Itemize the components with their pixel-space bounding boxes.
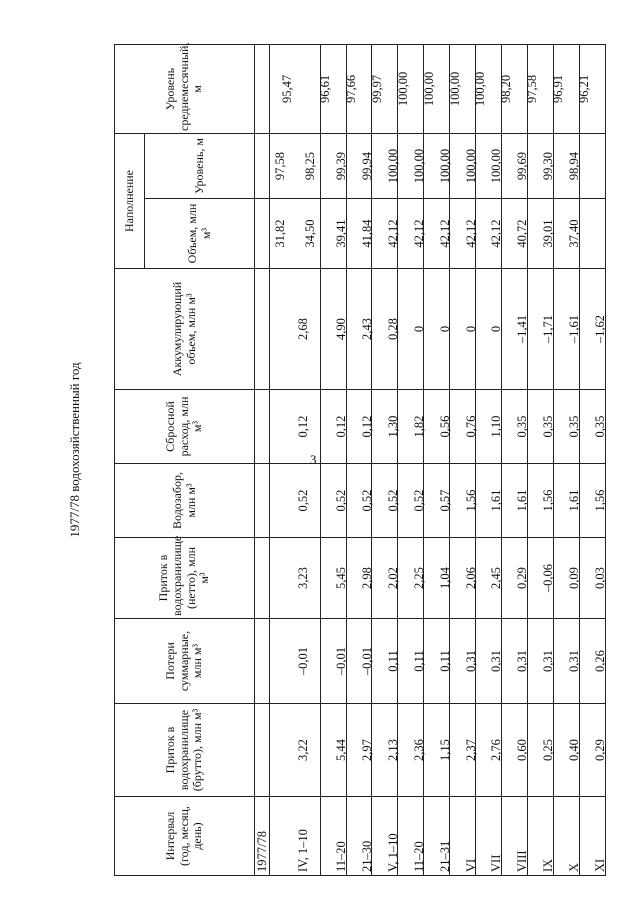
cell-discharge: [372, 390, 398, 464]
cell-inflow-net: [320, 538, 346, 619]
cell-inflow-net: [424, 538, 450, 619]
cell-inflow-gross: [346, 704, 372, 797]
accumulating-value: –1,41: [515, 314, 530, 344]
discharge-value: 1,30: [385, 415, 400, 438]
losses-value: 0,11: [437, 650, 452, 672]
cell-accumulating: [424, 269, 450, 390]
cell-monthly-level: [447, 44, 476, 133]
page-number: 3: [310, 452, 317, 467]
cell-discharge: [476, 390, 502, 464]
level-start-value: 97,58: [272, 151, 287, 181]
cell-discharge: [270, 390, 320, 464]
inflow-gross-value: 0,40: [567, 739, 582, 761]
level-end-value: 99,30: [541, 151, 556, 181]
inflow-net-value: 2,25: [411, 567, 426, 589]
accumulating-value: 0,28: [385, 318, 400, 340]
cell-discharge: [424, 390, 450, 464]
level-end-value: 99,69: [515, 151, 530, 181]
header-volume: Объем, млн м³: [145, 199, 255, 269]
level-end-value: 100,00: [385, 148, 400, 184]
cell-discharge: [528, 390, 554, 464]
cell-accumulating: [554, 269, 580, 390]
header-discharge: Сбросной расход, млн м³: [115, 390, 255, 464]
cell-monthly-level: [525, 44, 554, 133]
volume-end-value: 37,40: [567, 219, 582, 248]
cell-monthly-level: [473, 44, 502, 133]
volume-end-value: 34,50: [302, 219, 317, 248]
inflow-net-value: 2,98: [359, 567, 374, 589]
cell-inflow-gross: [579, 704, 608, 797]
inflow-net-value: 0,03: [593, 567, 608, 589]
monthly-level-value: 100,00: [395, 71, 410, 107]
cell-discharge: [398, 390, 424, 464]
monthly-level-value: 96,61: [317, 74, 332, 104]
water-intake-value: 0,52: [333, 489, 348, 512]
level-end-value: 98,94: [567, 151, 582, 181]
cell-inflow-gross: [270, 704, 320, 797]
table-row: [528, 44, 554, 875]
water-intake-value: 1,56: [593, 489, 608, 512]
cell-accumulating: [398, 269, 424, 390]
cell-level: [450, 133, 476, 198]
cell-accumulating: [346, 269, 372, 390]
cell-volume: [554, 199, 580, 269]
cell-discharge: [320, 390, 346, 464]
cell-level: [476, 133, 502, 198]
cell-inflow-net: [528, 538, 554, 619]
cell-discharge: [554, 390, 580, 464]
level-end-value: 100,00: [489, 148, 504, 184]
discharge-value: 0,35: [567, 415, 582, 438]
cell-interval: [346, 797, 372, 876]
cell-accumulating: [270, 269, 320, 390]
volume-start-value: 31,82: [272, 219, 287, 248]
inflow-gross-value: 0,29: [593, 739, 608, 761]
inflow-gross-value: 0,60: [515, 739, 530, 761]
water-intake-value: 0,52: [385, 489, 400, 512]
cell-interval: [424, 797, 450, 876]
cell-level: [270, 133, 320, 198]
cell-monthly-level: [369, 44, 398, 133]
monthly-level-value: 100,00: [447, 71, 462, 107]
interval-value: VI: [463, 858, 478, 872]
empty-cell: [255, 704, 270, 797]
empty-cell: [255, 44, 270, 133]
monthly-level-value: 96,91: [551, 74, 566, 104]
discharge-value: 0,56: [437, 415, 452, 438]
inflow-gross-value: 2,76: [489, 739, 504, 761]
water-intake-value: 0,57: [437, 489, 452, 512]
cell-water-intake: [528, 464, 554, 538]
accumulating-value: 2,43: [359, 318, 374, 340]
header-inflow-gross: Приток в водохранилище (брутто), млн м³: [115, 704, 255, 797]
cell-losses: [554, 619, 580, 704]
cell-level: [346, 133, 372, 198]
accumulating-value: 0: [437, 325, 452, 333]
losses-value: 0,11: [385, 650, 400, 672]
losses-value: 0,31: [463, 650, 478, 672]
table-rotated-container: [114, 42, 608, 876]
water-intake-value: 0,52: [295, 489, 310, 512]
water-intake-value: 0,52: [359, 489, 374, 512]
accumulating-value: –1,71: [541, 314, 556, 344]
cell-interval: [450, 797, 476, 876]
water-intake-value: 1,61: [489, 489, 504, 512]
inflow-gross-value: 2,37: [463, 739, 478, 761]
monthly-level-value: 97,58: [525, 74, 540, 104]
cell-inflow-net: [579, 538, 608, 619]
cell-discharge: [346, 390, 372, 464]
volume-end-value: 42,12: [489, 219, 504, 248]
cell-inflow-net: [476, 538, 502, 619]
inflow-net-value: 1,04: [437, 567, 452, 589]
cell-monthly-level: [395, 44, 424, 133]
cell-water-intake: [476, 464, 502, 538]
cell-losses: [320, 619, 346, 704]
discharge-value: 0,35: [515, 415, 530, 438]
accumulating-value: 2,68: [295, 318, 310, 340]
inflow-net-value: –0,06: [541, 563, 556, 593]
inflow-gross-value: 2,97: [359, 739, 374, 761]
empty-cell: [255, 269, 270, 390]
cell-volume: [372, 199, 398, 269]
table-row: [346, 44, 372, 875]
volume-end-value: 40,72: [515, 219, 530, 248]
cell-water-intake: [372, 464, 398, 538]
header-accumulating: Аккумулирующий объем, млн м³: [115, 269, 255, 390]
interval-value: 21–31: [437, 840, 452, 872]
discharge-value: 0,12: [359, 415, 374, 438]
inflow-net-value: 2,06: [463, 567, 478, 589]
cell-water-intake: [502, 464, 528, 538]
empty-cell: [255, 464, 270, 538]
table-row: [579, 44, 605, 875]
cell-losses: [270, 619, 320, 704]
cell-accumulating: [528, 269, 554, 390]
header-level: Уровень, м: [145, 133, 255, 198]
cell-water-intake: [398, 464, 424, 538]
cell-water-intake: [346, 464, 372, 538]
header-monthly-level: Уровень среднемесячный, м: [115, 44, 255, 133]
cell-volume: [502, 199, 528, 269]
cell-monthly-level: [579, 44, 605, 133]
losses-value: 0,31: [541, 650, 556, 672]
cell-volume: [528, 199, 554, 269]
volume-end-value: 42,12: [411, 219, 426, 248]
losses-value: 0,31: [489, 650, 504, 672]
cell-level: [320, 133, 346, 198]
monthly-level-value: 100,00: [473, 71, 488, 107]
accumulating-value: 4,90: [333, 318, 348, 340]
inflow-gross-value: 3,22: [295, 739, 310, 761]
water-intake-value: 1,56: [463, 489, 478, 512]
accumulating-value: 0: [463, 325, 478, 333]
cell-discharge: [502, 390, 528, 464]
table-row: [398, 44, 424, 875]
level-end-value: 99,94: [359, 151, 374, 181]
header-inflow-net: Приток в водохранилище (нетто), млн м³: [115, 538, 255, 619]
cell-interval: [372, 797, 398, 876]
interval-value: 21–30: [359, 840, 374, 872]
table-row: [424, 44, 450, 875]
cell-losses: [450, 619, 476, 704]
interval-value: X: [567, 862, 582, 872]
level-end-value: 98,25: [302, 151, 317, 181]
volume-end-value: 42,12: [463, 219, 478, 248]
cell-inflow-gross: [554, 704, 580, 797]
cell-inflow-net: [372, 538, 398, 619]
volume-end-value: 42,12: [385, 219, 400, 248]
cell-volume: [270, 199, 320, 269]
cell-level: [398, 133, 424, 198]
inflow-gross-value: 2,13: [385, 739, 400, 761]
cell-monthly-level: [270, 44, 320, 133]
header-losses: Потери суммарные, млн м³: [115, 619, 255, 704]
table-row: [450, 44, 476, 875]
header-water-intake: Водозабор, млн м³: [115, 464, 255, 538]
volume-end-value: 41,84: [359, 219, 374, 248]
interval-value: VIII: [515, 850, 530, 872]
cell-inflow-gross: [320, 704, 346, 797]
cell-inflow-net: [554, 538, 580, 619]
cell-inflow-gross: [372, 704, 398, 797]
cell-interval: [398, 797, 424, 876]
cell-losses: [424, 619, 450, 704]
table-row: [372, 44, 398, 875]
cell-inflow-gross: [528, 704, 554, 797]
cell-interval: [476, 797, 502, 876]
inflow-gross-value: 0,25: [541, 739, 556, 761]
level-end-value: 100,00: [437, 148, 452, 184]
cell-volume: [476, 199, 502, 269]
inflow-net-value: 0,29: [515, 567, 530, 589]
interval-value: VII: [489, 854, 504, 872]
monthly-level-value: 95,47: [279, 74, 294, 104]
cell-accumulating: [320, 269, 346, 390]
cell-losses: [476, 619, 502, 704]
cell-volume: [346, 199, 372, 269]
monthly-level-value: 98,20: [499, 74, 514, 104]
accumulating-value: 0: [411, 325, 426, 333]
water-intake-value: 0,52: [411, 489, 426, 512]
cell-level: [579, 133, 605, 198]
level-end-value: 99,39: [333, 151, 348, 181]
discharge-value: 1,82: [411, 415, 426, 438]
cell-water-intake: [579, 464, 608, 538]
volume-end-value: 39,01: [541, 219, 556, 248]
cell-inflow-net: [398, 538, 424, 619]
inflow-net-value: 3,23: [295, 567, 310, 589]
cell-monthly-level: [421, 44, 450, 133]
cell-volume: [424, 199, 450, 269]
cell-level: [528, 133, 554, 198]
discharge-value: 0,12: [333, 415, 348, 438]
cell-level: [502, 133, 528, 198]
cell-accumulating: [502, 269, 528, 390]
cell-monthly-level: [551, 44, 580, 133]
volume-end-value: 39,41: [333, 219, 348, 248]
empty-cell: [255, 619, 270, 704]
cell-volume: [579, 199, 605, 269]
cell-accumulating: [476, 269, 502, 390]
monthly-level-value: 99,97: [369, 74, 384, 104]
cell-inflow-net: [270, 538, 320, 619]
cell-level: [424, 133, 450, 198]
inflow-net-value: 0,09: [567, 567, 582, 589]
cell-monthly-level: [499, 44, 528, 133]
cell-interval: [270, 797, 320, 876]
losses-value: 0,31: [567, 650, 582, 672]
cell-interval: [554, 797, 580, 876]
discharge-value: 0,35: [593, 415, 608, 438]
level-end-value: 100,00: [411, 148, 426, 184]
inflow-net-value: 2,02: [385, 567, 400, 589]
table-caption: 1977/78 водохозяйственный год: [67, 362, 82, 538]
interval-value: IX: [541, 858, 556, 872]
cell-inflow-gross: [450, 704, 476, 797]
cell-water-intake: [424, 464, 450, 538]
losses-value: 0,31: [515, 650, 530, 672]
empty-cell: [255, 390, 270, 464]
discharge-value: 1,10: [489, 415, 504, 438]
monthly-level-value: 96,21: [577, 74, 592, 104]
cell-discharge: [579, 390, 608, 464]
header-interval: Интервал (год, месяц, день): [115, 797, 255, 876]
table-row: [476, 44, 502, 875]
cell-losses: [346, 619, 372, 704]
interval-value: IV, 1–10: [295, 829, 310, 872]
inflow-net-value: 2,45: [489, 567, 504, 589]
inflow-net-value: 5,45: [333, 567, 348, 589]
cell-interval: [320, 797, 346, 876]
water-intake-value: 1,61: [567, 489, 582, 512]
cell-volume: [450, 199, 476, 269]
interval-value: XI: [593, 858, 608, 872]
cell-interval: [528, 797, 554, 876]
cell-interval: [502, 797, 528, 876]
year-label: 1977/78: [255, 797, 270, 876]
discharge-value: 0,35: [541, 415, 556, 438]
cell-interval: [579, 797, 608, 876]
volume-end-value: 42,12: [437, 219, 452, 248]
interval-value: 11–20: [333, 841, 348, 872]
cell-water-intake: [554, 464, 580, 538]
empty-cell: [255, 538, 270, 619]
inflow-gross-value: 1,15: [437, 739, 452, 761]
losses-value: 0,26: [593, 650, 608, 672]
cell-inflow-gross: [476, 704, 502, 797]
cell-level: [554, 133, 580, 198]
losses-value: 0,11: [411, 650, 426, 672]
cell-accumulating: [372, 269, 398, 390]
table-row: [554, 44, 580, 875]
cell-accumulating: [579, 269, 608, 390]
cell-accumulating: [450, 269, 476, 390]
monthly-level-value: 100,00: [421, 71, 436, 107]
inflow-gross-value: 2,36: [411, 739, 426, 761]
table-row: [502, 44, 528, 875]
losses-value: –0,01: [333, 646, 348, 676]
cell-water-intake: [450, 464, 476, 538]
cell-losses: [398, 619, 424, 704]
accumulating-value: 0: [489, 325, 504, 333]
cell-losses: [502, 619, 528, 704]
accumulating-value: –1,61: [567, 314, 582, 344]
discharge-value: 0,12: [295, 415, 310, 438]
cell-losses: [528, 619, 554, 704]
empty-cell: [255, 199, 270, 269]
cell-inflow-net: [346, 538, 372, 619]
reservoir-balance-table: [114, 44, 606, 876]
cell-water-intake: [320, 464, 346, 538]
cell-inflow-net: [502, 538, 528, 619]
cell-monthly-level: [317, 44, 346, 133]
cell-volume: [398, 199, 424, 269]
cell-inflow-gross: [424, 704, 450, 797]
losses-value: –0,01: [295, 646, 310, 676]
water-intake-value: 1,56: [541, 489, 556, 512]
empty-cell: [255, 133, 270, 198]
cell-inflow-gross: [398, 704, 424, 797]
interval-value: V, 1–10: [385, 833, 400, 872]
cell-inflow-net: [450, 538, 476, 619]
cell-losses: [372, 619, 398, 704]
monthly-level-value: 97,66: [343, 74, 358, 104]
level-end-value: 100,00: [463, 148, 478, 184]
table-row: [320, 44, 346, 875]
discharge-value: 0,76: [463, 415, 478, 438]
table-row: [270, 44, 320, 875]
cell-level: [372, 133, 398, 198]
cell-losses: [579, 619, 608, 704]
cell-discharge: [450, 390, 476, 464]
cell-monthly-level: [343, 44, 372, 133]
header-filling-group: Наполнение: [115, 133, 145, 268]
cell-water-intake: [270, 464, 320, 538]
interval-value: 11–20: [411, 841, 426, 872]
inflow-gross-value: 5,44: [333, 739, 348, 761]
cell-inflow-gross: [502, 704, 528, 797]
cell-volume: [320, 199, 346, 269]
water-intake-value: 1,61: [515, 489, 530, 512]
accumulating-value: –1,62: [593, 314, 608, 344]
losses-value: –0,01: [359, 646, 374, 676]
